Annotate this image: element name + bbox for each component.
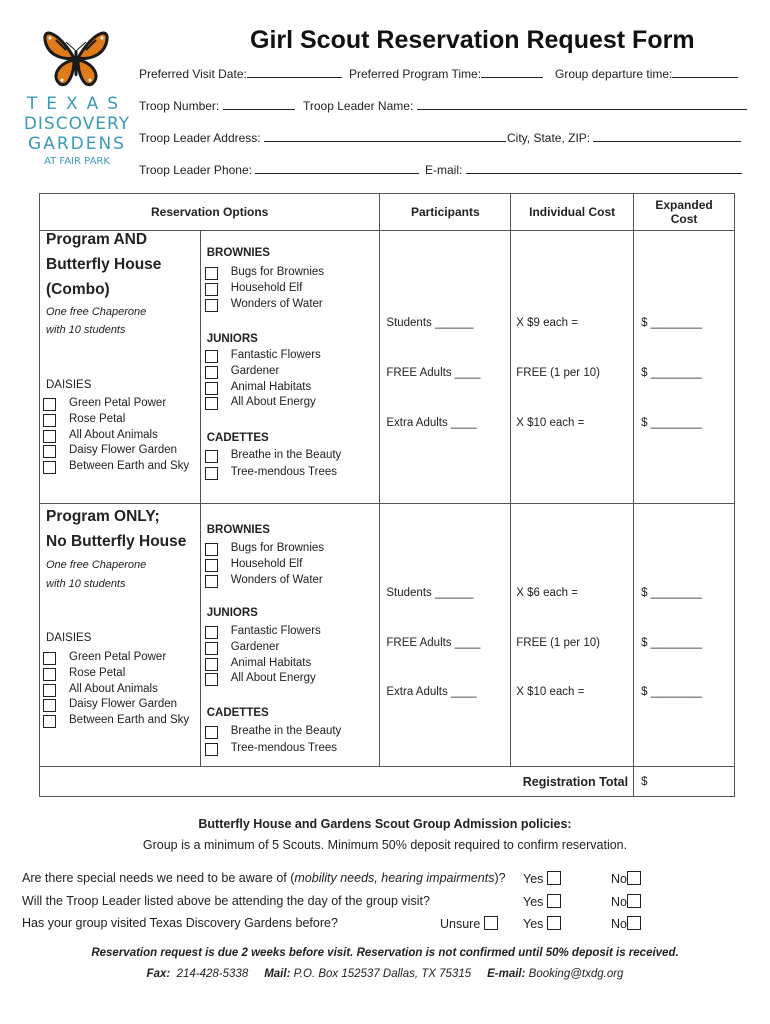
- q3-yes-checkbox[interactable]: [547, 916, 561, 930]
- juniors-heading: JUNIORS: [206, 333, 258, 345]
- combo-expanded-free[interactable]: $ ________: [641, 367, 702, 379]
- header-expanded-cost: [634, 194, 735, 231]
- header-expanded-label: Expanded: [655, 198, 713, 212]
- q2-yes-label: Yes: [523, 895, 544, 909]
- only-expanded-extra[interactable]: $ ________: [641, 686, 702, 698]
- troop-number-label: Troop Number:: [139, 99, 220, 113]
- option-label: Between Earth and Sky: [69, 714, 190, 727]
- option-checkbox[interactable]: [205, 283, 218, 296]
- q3-unsure-label: Unsure: [440, 917, 481, 931]
- option-checkbox[interactable]: [205, 575, 218, 588]
- only-free-adults[interactable]: FREE Adults ____: [386, 637, 481, 649]
- combo-expanded-cell: [634, 231, 735, 504]
- only-mid-cell: [200, 504, 380, 767]
- option-checkbox[interactable]: [43, 699, 56, 712]
- logo-fair-park: AT FAIR PARK: [44, 156, 110, 167]
- option-label: Daisy Flower Garden: [69, 444, 178, 457]
- option-checkbox[interactable]: [43, 684, 56, 697]
- option-label: Gardener: [230, 640, 280, 653]
- option-checkbox[interactable]: [205, 658, 218, 671]
- q1-text: Are there special needs we need to be aware of (: [22, 871, 295, 885]
- option-checkbox[interactable]: [205, 642, 218, 655]
- only-expanded-cell: [634, 504, 735, 767]
- departure-time-field[interactable]: [555, 67, 738, 81]
- email-field[interactable]: [425, 163, 742, 177]
- option-checkbox[interactable]: [43, 715, 56, 728]
- option-checkbox[interactable]: [205, 743, 218, 756]
- option-label: Household Elf: [230, 281, 303, 294]
- leader-phone-field[interactable]: [139, 163, 419, 177]
- only-cost-extra: X $10 each =: [516, 686, 585, 698]
- fax-value: 214-428-5338: [176, 968, 249, 980]
- mail-label: Mail:: [264, 968, 291, 980]
- only-students[interactable]: Students ______: [386, 587, 474, 599]
- city-state-zip-label: City, State, ZIP:: [507, 131, 591, 145]
- option-checkbox[interactable]: [43, 414, 56, 427]
- option-label: Rose Petal: [69, 666, 126, 679]
- combo-mid-cell: [200, 231, 380, 504]
- option-label: Tree-mendous Trees: [230, 465, 338, 478]
- option-label: Rose Petal: [69, 412, 126, 425]
- logo-discovery: DISCOVERY: [23, 114, 131, 134]
- option-checkbox[interactable]: [205, 543, 218, 556]
- option-label: Green Petal Power: [69, 397, 167, 409]
- option-label: Fantastic Flowers: [230, 349, 321, 361]
- header-cost-label: Cost: [670, 212, 698, 226]
- option-checkbox[interactable]: [43, 668, 56, 681]
- footer-notice: Reservation request is due 2 weeks before visit. Reservation is not confirmed until 50% deposit is received.: [91, 947, 679, 959]
- option-label: Between Earth and Sky: [69, 460, 190, 473]
- city-state-zip-field[interactable]: [507, 131, 741, 145]
- q3-unsure-checkbox[interactable]: [484, 916, 498, 930]
- option-checkbox[interactable]: [205, 382, 218, 395]
- combo-note-1: One free Chaperone: [46, 306, 147, 318]
- only-left-cell: [40, 504, 201, 767]
- option-checkbox[interactable]: [205, 467, 218, 480]
- combo-cost-free: FREE (1 per 10): [516, 367, 600, 379]
- option-label: Gardener: [230, 364, 280, 377]
- combo-students[interactable]: Students ______: [386, 317, 474, 329]
- header-reservation-options: Reservation Options: [40, 194, 380, 231]
- policies-text: Group is a minimum of 5 Scouts. Minimum 50% deposit required to confirm reservation.: [142, 838, 628, 852]
- option-checkbox[interactable]: [43, 461, 56, 474]
- combo-expanded-extra[interactable]: $ ________: [641, 417, 702, 429]
- option-checkbox[interactable]: [205, 726, 218, 739]
- only-juniors-heading: JUNIORS: [206, 607, 258, 619]
- only-cost-cell: [511, 504, 634, 767]
- option-checkbox[interactable]: [205, 626, 218, 639]
- option-checkbox[interactable]: [43, 398, 56, 411]
- option-label: Fantastic Flowers: [230, 625, 321, 637]
- footer-contact: [0, 968, 770, 980]
- only-title-1: Program ONLY;: [46, 508, 160, 525]
- only-note-1: One free Chaperone: [46, 559, 147, 571]
- brownies-heading: BROWNIES: [206, 247, 270, 259]
- email-footer-label: E-mail:: [487, 968, 526, 980]
- option-checkbox[interactable]: [205, 350, 218, 363]
- option-checkbox[interactable]: [205, 673, 218, 686]
- combo-title-2: Butterfly House: [46, 256, 162, 273]
- combo-cost-students: X $9 each =: [516, 317, 578, 329]
- only-daisies-heading: DAISIES: [46, 632, 92, 644]
- q2-no-label: No: [611, 895, 627, 909]
- option-label: Bugs for Brownies: [230, 542, 325, 554]
- leader-name-label: Troop Leader Name:: [303, 99, 414, 113]
- only-cost-students: X $6 each =: [516, 587, 578, 599]
- q3-no[interactable]: [611, 916, 641, 931]
- option-label: All About Animals: [69, 428, 158, 441]
- option-label: Wonders of Water: [230, 573, 323, 586]
- option-checkbox[interactable]: [43, 430, 56, 443]
- option-label: Green Petal Power: [69, 651, 167, 663]
- q3-yes-label: Yes: [523, 917, 544, 931]
- only-expanded-students[interactable]: $ ________: [641, 587, 702, 599]
- option-label: Animal Habitats: [230, 380, 312, 393]
- option-label: Breathe in the Beauty: [230, 725, 342, 737]
- q1-no[interactable]: [611, 871, 641, 886]
- q3-no-label: No: [611, 917, 627, 931]
- combo-left-cell: [40, 231, 201, 504]
- combo-participants-cell: [380, 231, 511, 504]
- option-checkbox[interactable]: [205, 299, 218, 312]
- combo-cost-extra: X $10 each =: [516, 417, 585, 429]
- combo-note-2: with 10 students: [46, 324, 126, 336]
- q2-yes[interactable]: [523, 894, 561, 909]
- combo-expanded-students[interactable]: $ ________: [641, 317, 702, 329]
- combo-cost-cell: [511, 231, 634, 504]
- option-checkbox[interactable]: [205, 559, 218, 572]
- program-time-field[interactable]: [349, 67, 543, 81]
- departure-time-label: Group departure time:: [555, 67, 673, 81]
- policies-heading: Butterfly House and Gardens Scout Group Admission policies:: [198, 817, 572, 831]
- q2-yes-checkbox[interactable]: [547, 894, 561, 908]
- only-note-2: with 10 students: [46, 578, 126, 590]
- q1-end: )?: [494, 871, 506, 885]
- q1-yes[interactable]: [523, 871, 561, 886]
- option-label: Bugs for Brownies: [230, 266, 325, 278]
- option-label: All About Animals: [69, 682, 158, 695]
- q1-yes-label: Yes: [523, 872, 544, 886]
- cadettes-heading: CADETTES: [206, 432, 269, 444]
- logo-texas: TEXAS: [26, 94, 128, 114]
- header-individual-cost: Individual Cost: [511, 194, 634, 231]
- combo-extra-adults[interactable]: Extra Adults ____: [386, 417, 477, 429]
- leader-address-field[interactable]: [139, 131, 506, 145]
- program-time-label: Preferred Program Time:: [349, 67, 482, 81]
- option-label: Tree-mendous Trees: [230, 741, 338, 754]
- registration-total-dollar: $: [641, 775, 648, 788]
- option-checkbox[interactable]: [205, 397, 218, 410]
- combo-free-adults[interactable]: FREE Adults ____: [386, 367, 481, 379]
- email-footer-value[interactable]: Booking@txdg.org: [528, 968, 624, 980]
- option-label: Breathe in the Beauty: [230, 449, 342, 461]
- page-title: Girl Scout Reservation Request Form: [250, 26, 695, 54]
- q3-unsure[interactable]: [440, 916, 498, 931]
- registration-total-label-cell: [40, 767, 634, 797]
- option-label: All About Energy: [230, 396, 316, 409]
- only-extra-adults[interactable]: Extra Adults ____: [386, 686, 477, 698]
- leader-address-label: Troop Leader Address:: [139, 131, 261, 145]
- only-cadettes-heading: CADETTES: [206, 707, 269, 719]
- butterfly-icon: [36, 22, 116, 92]
- option-checkbox[interactable]: [205, 267, 218, 280]
- visit-date-field[interactable]: [139, 67, 342, 81]
- option-label: Daisy Flower Garden: [69, 698, 178, 711]
- q1-italic: mobility needs, hearing impairments: [294, 871, 495, 885]
- only-expanded-free[interactable]: $ ________: [641, 637, 702, 649]
- option-label: Animal Habitats: [230, 656, 312, 669]
- option-checkbox[interactable]: [43, 652, 56, 665]
- option-checkbox[interactable]: [43, 445, 56, 458]
- q1-no-checkbox[interactable]: [627, 871, 641, 885]
- q2-no[interactable]: [611, 894, 641, 909]
- question-leader-attending: Will the Troop Leader listed above be attending the day of the group visit?: [22, 894, 430, 908]
- option-label: All About Energy: [230, 672, 316, 685]
- q1-yes-checkbox[interactable]: [547, 871, 561, 885]
- logo: [22, 22, 132, 172]
- option-label: Household Elf: [230, 557, 303, 570]
- question-special-needs: [22, 871, 506, 885]
- combo-title-3: (Combo): [46, 281, 110, 298]
- q3-no-checkbox[interactable]: [627, 916, 641, 930]
- q3-yes[interactable]: [523, 916, 561, 931]
- registration-total-label: Registration Total: [522, 774, 629, 789]
- daisies-heading: DAISIES: [46, 379, 92, 391]
- email-label: E-mail:: [425, 163, 463, 177]
- question-visited-before: Has your group visited Texas Discovery Gardens before?: [22, 916, 338, 930]
- leader-phone-label: Troop Leader Phone:: [139, 163, 252, 177]
- header-participants: Participants: [380, 194, 511, 231]
- option-label: Wonders of Water: [230, 297, 323, 310]
- option-checkbox[interactable]: [205, 450, 218, 463]
- combo-title-1: Program AND: [46, 231, 148, 248]
- visit-date-label: Preferred Visit Date:: [139, 67, 247, 81]
- troop-number-field[interactable]: [139, 99, 295, 113]
- only-participants-cell: [380, 504, 511, 767]
- reservation-table: [39, 193, 735, 797]
- only-brownies-heading: BROWNIES: [206, 524, 270, 536]
- fax-label: Fax:: [146, 968, 171, 980]
- only-title-2: No Butterfly House: [46, 533, 187, 550]
- logo-gardens: GARDENS: [28, 134, 126, 154]
- registration-total-value[interactable]: [634, 767, 735, 797]
- q1-no-label: No: [611, 872, 627, 886]
- q2-no-checkbox[interactable]: [627, 894, 641, 908]
- option-checkbox[interactable]: [205, 366, 218, 379]
- leader-name-field[interactable]: [303, 99, 747, 113]
- only-cost-free: FREE (1 per 10): [516, 637, 600, 649]
- mail-value: P.O. Box 152537 Dallas, TX 75315: [293, 968, 472, 980]
